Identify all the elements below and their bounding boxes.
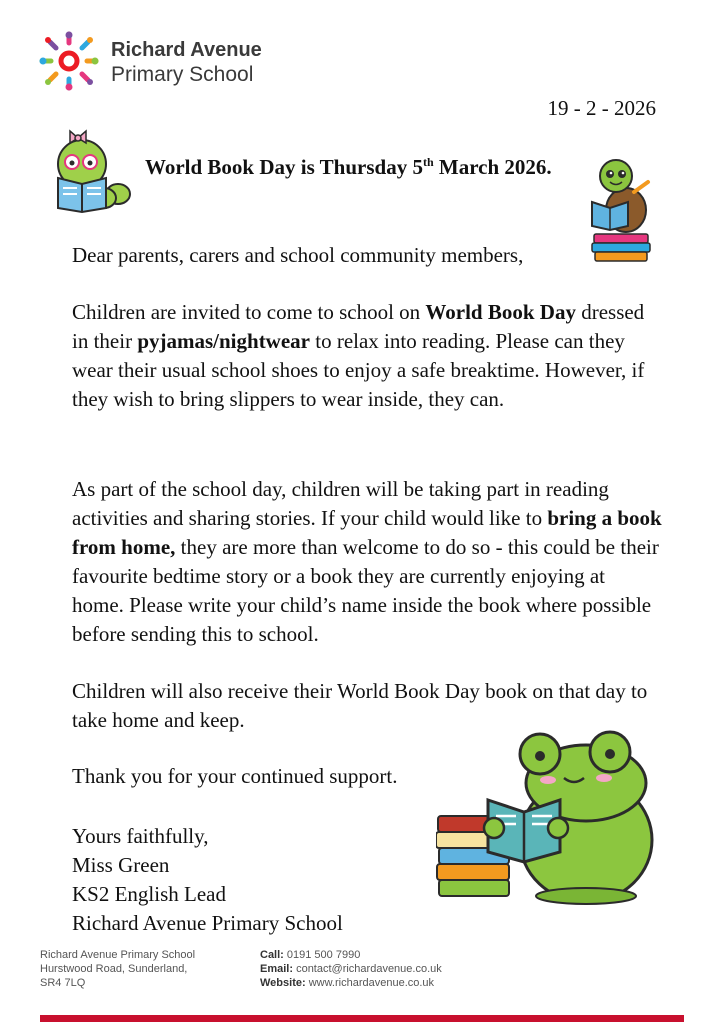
footer-email-label: Email: [260, 963, 294, 975]
letter-date: 19 - 2 - 2026 [547, 96, 656, 120]
footer-website-value[interactable]: www.richardavenue.co.uk [305, 977, 435, 989]
footer-contact [260, 948, 442, 990]
footer-divider-bar [40, 1015, 684, 1022]
activities-paragraph [72, 475, 662, 649]
school-logo [38, 30, 298, 94]
frog-reading-illustration [436, 728, 660, 906]
wbd-book-paragraph: Children will also receive their World Book Day book on that day to take home and keep. [72, 679, 648, 732]
sign-off-school: Richard Avenue Primary School [72, 911, 343, 935]
logo-school-name-line-1: Richard Avenue [111, 39, 262, 61]
activities-text-1: As part of the school day, children will be taking part in reading activities and sharing stories. If your child would like to [72, 477, 609, 530]
activities-text-2: they are more than welcome to do so - this could be their favourite bedtime story or a book they are currently enjoying at home. Please write your child’s name inside the book where possible before sending this to school. [72, 535, 659, 646]
thanks-paragraph: Thank you for your continued support. [72, 764, 398, 788]
footer-email [260, 962, 442, 976]
letter-greeting: Dear parents, carers and school community members, [72, 243, 524, 267]
footer-email-value[interactable]: contact@richardavenue.co.uk [293, 963, 442, 975]
sign-off-name: Miss Green [72, 853, 170, 877]
sign-off-role: KS2 English Lead [72, 882, 226, 906]
footer-call [260, 948, 442, 962]
invite-bold-pyjamas: pyjamas/nightwear [137, 329, 310, 353]
invite-text-3: to relax into reading. Please can they wear their usual school shoes to enjoy a safe breaktime. However, if they wish to bring slippers to wear inside, they can. [72, 329, 645, 411]
footer-website-label: Website: [260, 977, 306, 989]
invite-bold-world-book-day: World Book Day [425, 300, 576, 324]
title-text: World Book Day is Thursday 5 [145, 155, 423, 179]
invite-text-1: Children are invited to come to school on [72, 300, 426, 324]
bookworm-reading-illustration [48, 128, 136, 214]
letter-title [145, 155, 552, 180]
footer-call-label: Call: [260, 949, 284, 961]
activities-bold-bring-book: bring a book from home, [72, 506, 662, 559]
footer-website [260, 976, 442, 990]
invite-text-2: dressed in their [72, 300, 645, 353]
title-superscript: th [422, 155, 434, 169]
title-text-end: March 2026. [433, 155, 552, 179]
logo-school-name-line-2: Primary School [111, 63, 254, 86]
logo-emblem-icon [38, 30, 100, 92]
sign-off-closing: Yours faithfully, [72, 824, 209, 848]
footer-address: Richard Avenue Primary School Hurstwood Road, Sunderland, SR4 7LQ [40, 949, 196, 989]
invite-paragraph [72, 298, 662, 414]
footer-call-value: 0191 500 7990 [283, 949, 361, 961]
